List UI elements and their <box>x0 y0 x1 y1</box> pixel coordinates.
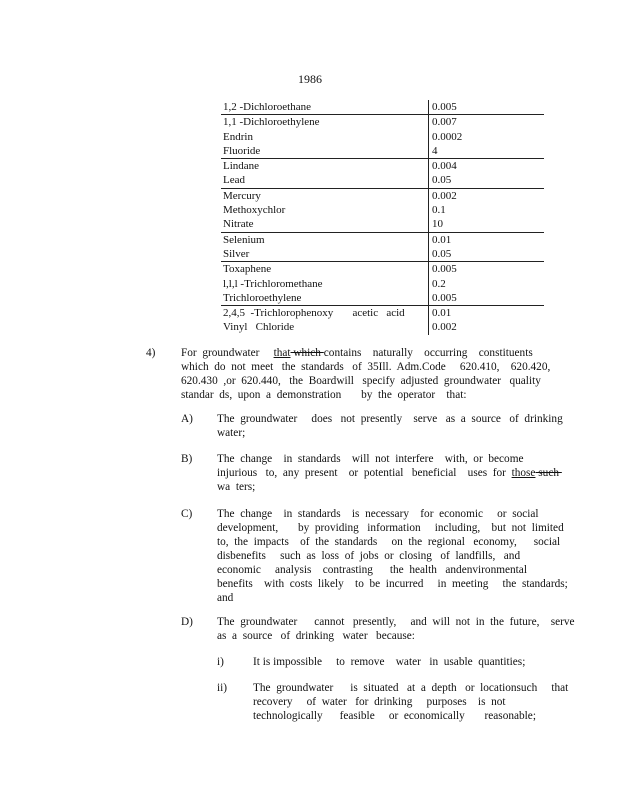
table-row-group <box>221 100 544 115</box>
substance-name: 1,2 -Dichloroethane <box>223 101 311 113</box>
item-d-line-2: as a source of drinking water because: <box>217 630 415 642</box>
standard-value: 0.005 <box>432 291 457 304</box>
item-a-line-2: water; <box>217 427 246 439</box>
item-c-line: development, by providing information including, but not limited <box>217 522 564 534</box>
deleted-text-which: which <box>290 347 324 359</box>
standard-value: 0.002 <box>432 321 457 334</box>
table-row-group <box>221 159 544 189</box>
substance-name: Lindane <box>223 160 260 173</box>
table-row <box>221 115 544 129</box>
inserted-text-those: those <box>511 467 536 479</box>
item-c-label: C) <box>181 508 193 520</box>
subitem-ii-line-1: The groundwater is situated at a depth or locationsuch that <box>253 682 569 694</box>
section-4-number: 4) <box>146 347 156 359</box>
substance-name: Toxaphene <box>223 263 272 276</box>
table-row-group <box>221 262 544 306</box>
substance-name: Lead <box>223 174 245 187</box>
section-4-line-3: 620.430 ,or 620.440, the Boardwill specify adjusted groundwater quality <box>181 375 541 387</box>
substance-name: Endrin <box>223 130 253 143</box>
item-b-line-2: injurious to, any present or potential beneficial uses for those such <box>217 467 562 479</box>
table-row <box>221 159 544 173</box>
standard-value: 0.1 <box>432 204 446 217</box>
item-c-line: disbenefits such as loss of jobs or closing of landfills, and <box>217 550 521 562</box>
inserted-text-that: that <box>273 347 291 359</box>
table-row <box>221 306 544 320</box>
item-a-text <box>217 412 563 440</box>
item-d-text <box>217 615 575 643</box>
standard-value: 10 <box>432 218 443 231</box>
standard-value: 0.05 <box>432 247 452 260</box>
table-row <box>221 291 544 305</box>
section-4-line-2: which do not meet the standards of 35Ill. Adm.Code 620.410, 620.420, <box>181 361 551 373</box>
table-row <box>221 277 544 291</box>
subitem-ii-label: ii) <box>217 682 228 694</box>
subitem-i-text <box>253 655 525 669</box>
standard-value: 0.004 <box>432 160 457 173</box>
item-b-line-1: The change in standards will not interfere with, or become <box>217 453 524 465</box>
substance-name: 2,4,5 -Trichlorophenoxy acetic acid <box>223 307 405 320</box>
table-row-group <box>221 233 544 263</box>
standard-value: 0.005 <box>432 101 457 113</box>
table-row <box>221 189 544 203</box>
table-row <box>221 100 544 114</box>
standard-value: 0.005 <box>432 263 457 276</box>
item-d-label: D) <box>181 616 193 628</box>
item-c-line: to, the impacts of the standards on the regional economy, social <box>217 536 561 548</box>
table-row <box>221 130 544 144</box>
standard-value: 0.002 <box>432 189 457 202</box>
standard-value: 0.2 <box>432 277 446 290</box>
table-row <box>221 247 544 261</box>
standard-value: 0.01 <box>432 233 452 246</box>
item-c-line: economic analysis contrasting the health andenvironmental <box>217 564 527 576</box>
table-row <box>221 233 544 247</box>
item-a-line-1: The groundwater does not presently serve as a source of drinking <box>217 413 563 425</box>
item-b-line-3: wa ters; <box>217 481 256 493</box>
page-year-header: 1986 <box>298 72 322 86</box>
standard-value: 0.01 <box>432 307 452 320</box>
substance-name: Fluoride <box>223 144 261 157</box>
substance-name: 1,1 -Dichloroethylene <box>223 116 320 129</box>
subitem-ii-line-3: technologically feasible or economically reasonable; <box>253 710 536 722</box>
item-b-label: B) <box>181 453 193 465</box>
subitem-i-line-1: It is impossible to remove water in usable quantities; <box>253 656 526 668</box>
table-row-group <box>221 115 544 159</box>
table-row <box>221 217 544 231</box>
item-b-text <box>217 452 562 494</box>
substance-name: Selenium <box>223 233 265 246</box>
substance-name: Silver <box>223 247 250 260</box>
subitem-i-label: i) <box>217 656 224 668</box>
section-4-line-4: standar ds, upon a demonstration by the operator that: <box>181 389 467 401</box>
substance-name: Trichloroethylene <box>223 291 302 304</box>
standard-value: 0.0002 <box>432 130 463 143</box>
table-row <box>221 203 544 217</box>
item-c-text <box>217 507 568 605</box>
substance-name: Nitrate <box>223 218 254 231</box>
substance-name: Methoxychlor <box>223 204 286 217</box>
item-c-line: The change in standards is necessary for economic or social <box>217 508 539 520</box>
item-a-label: A) <box>181 413 193 425</box>
deleted-text-such: such <box>535 467 562 479</box>
subitem-ii-line-2: recovery of water for drinking purposes is not <box>253 696 506 708</box>
substance-name: Vinyl Chloride <box>223 321 295 334</box>
item-c-line: and <box>217 592 234 604</box>
section-4-text <box>181 346 550 402</box>
item-d-line-1: The groundwater cannot presently, and will not in the future, serve <box>217 616 575 628</box>
table-row-group <box>221 189 544 233</box>
item-c-line: benefits with costs likely to be incurred in meeting the standards; <box>217 578 568 590</box>
subitem-ii-text <box>253 681 568 723</box>
substance-name: l,l,l -Trichloromethane <box>223 277 323 290</box>
table-row-group <box>221 306 544 335</box>
table-row <box>221 144 544 158</box>
table-row <box>221 262 544 276</box>
standard-value: 4 <box>432 144 438 157</box>
standard-value: 0.05 <box>432 174 452 187</box>
section-4-line-1: For groundwater that which contains naturally occurring constituents <box>181 347 533 359</box>
table-row <box>221 173 544 187</box>
contaminant-standards-table <box>221 100 544 335</box>
standard-value: 0.007 <box>432 116 457 129</box>
table-row <box>221 320 544 334</box>
substance-name: Mercury <box>223 189 261 202</box>
